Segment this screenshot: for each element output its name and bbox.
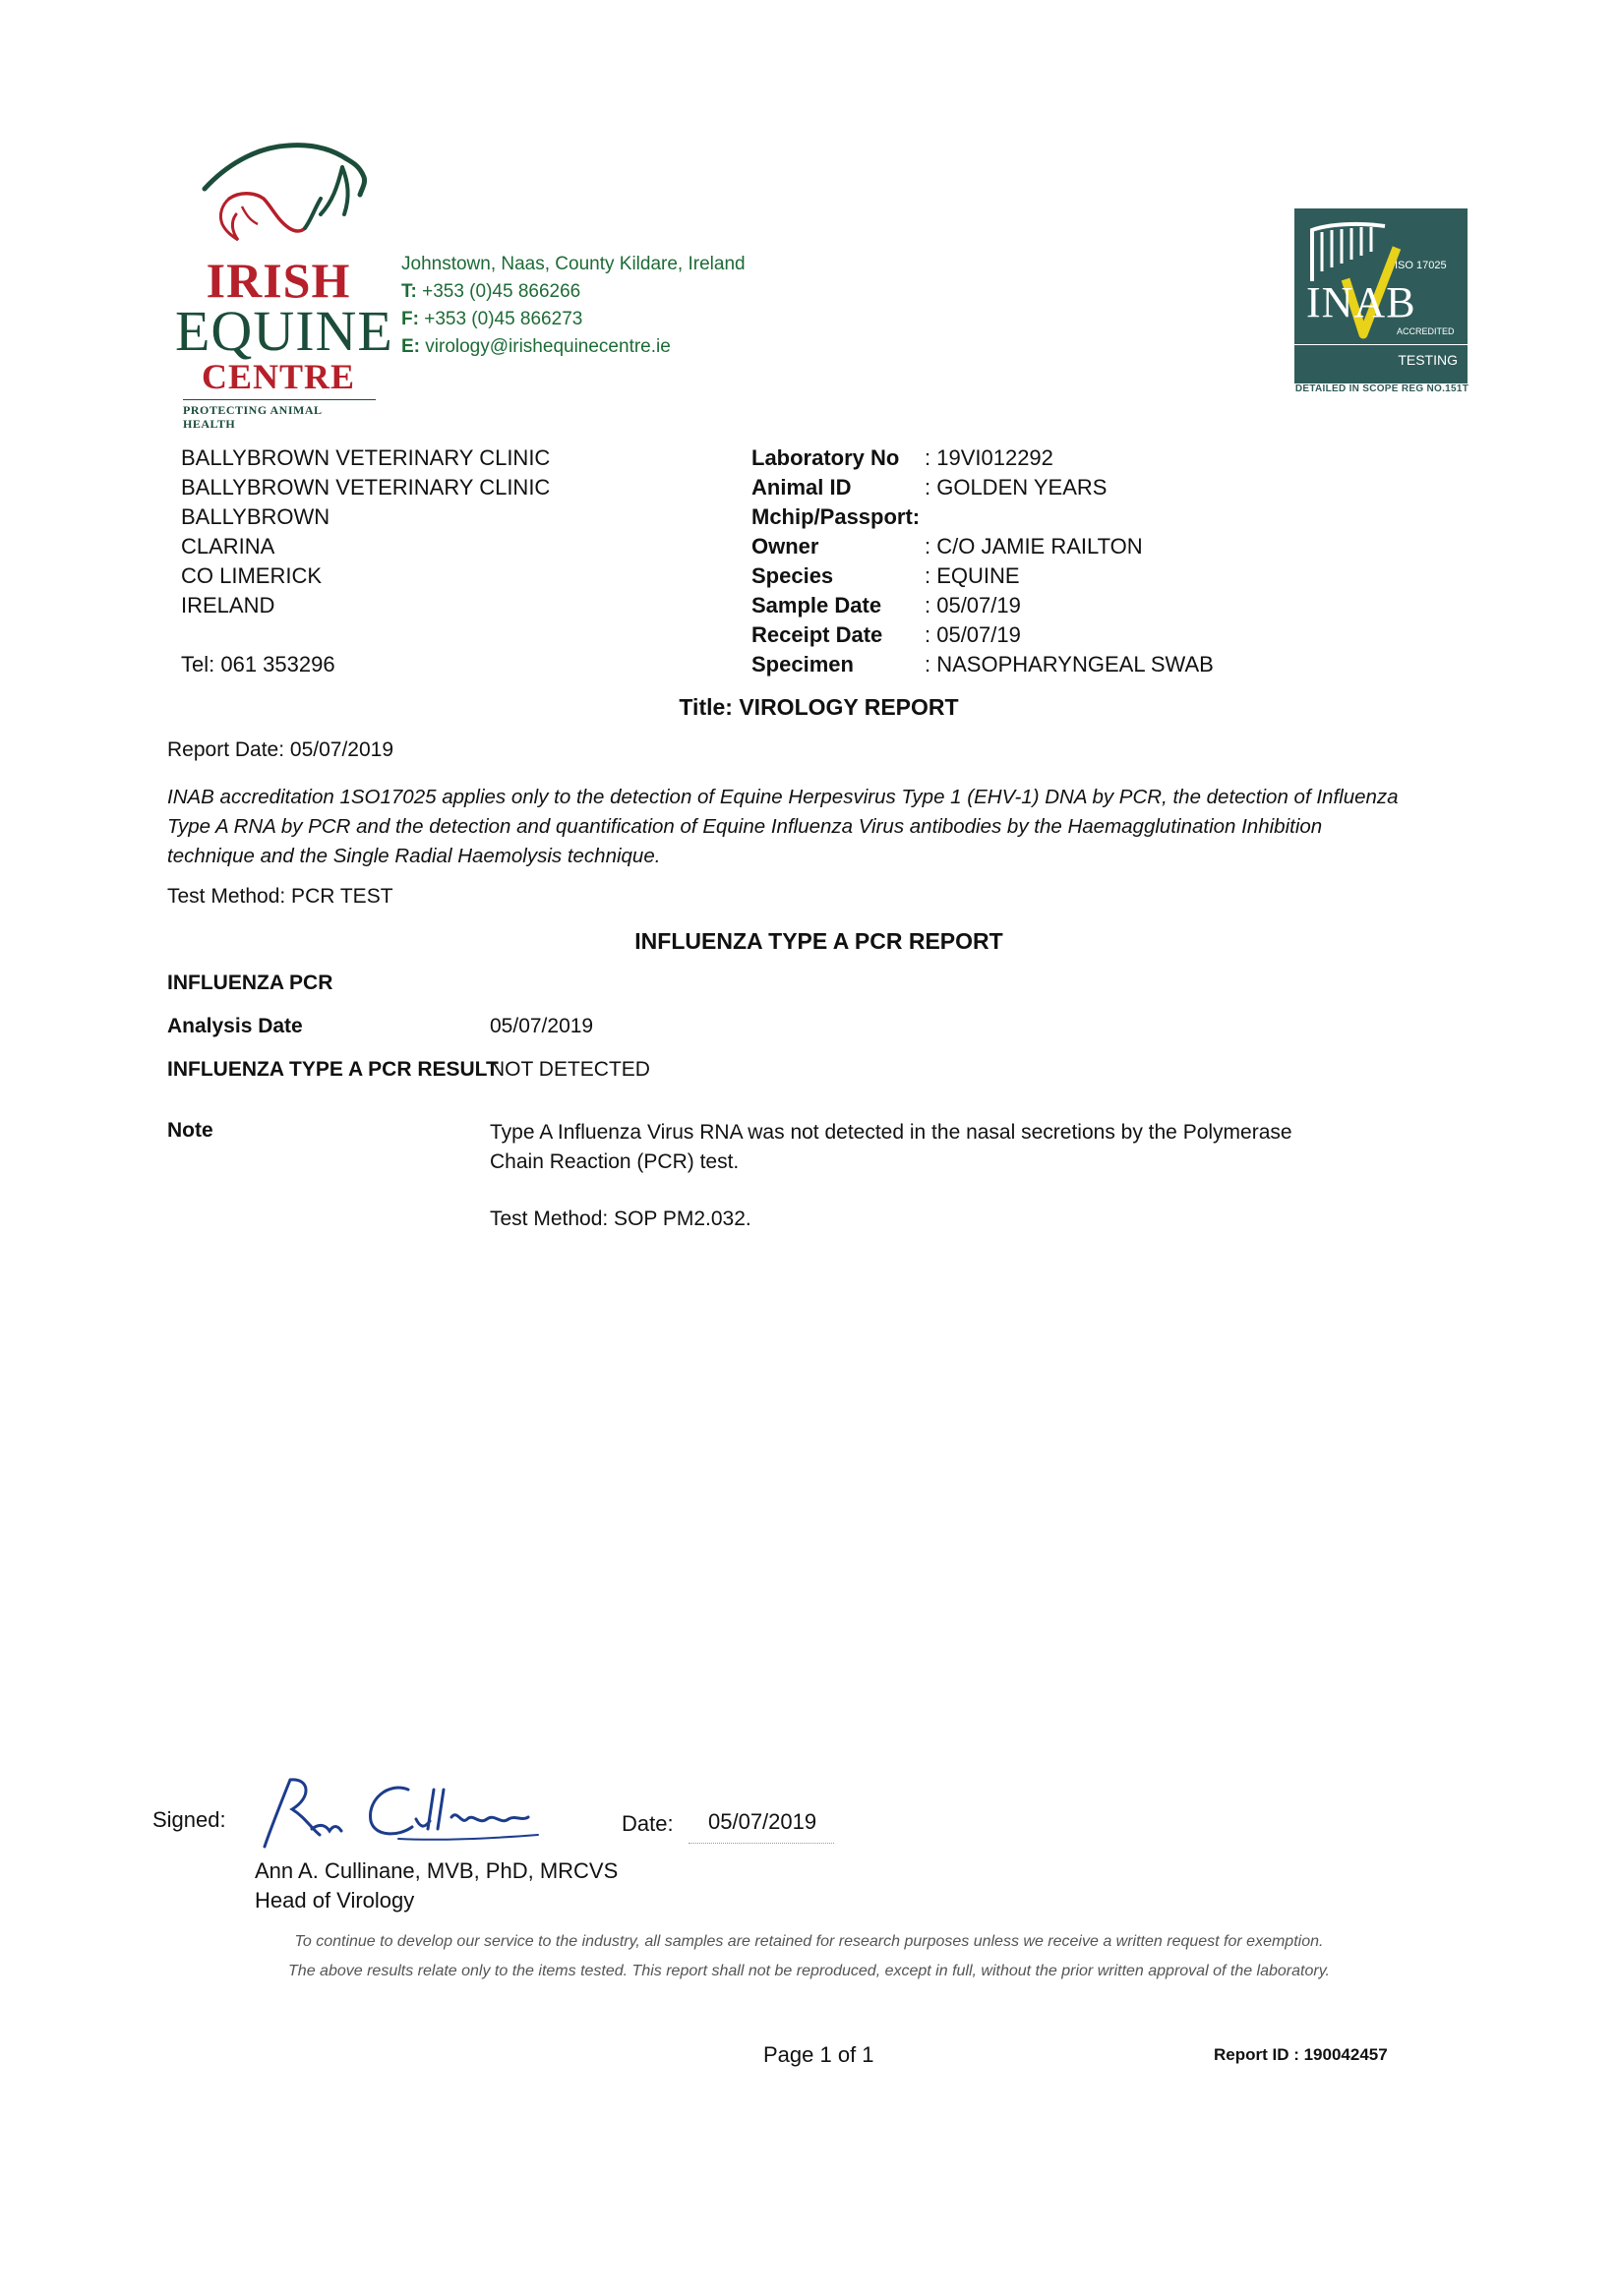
logo-word-equine: EQUINE xyxy=(175,299,393,363)
lab-info-row: Specimen : NASOPHARYNGEAL SWAB xyxy=(751,652,1214,677)
inab-scope: DETAILED IN SCOPE REG NO.151T xyxy=(1294,383,1469,394)
inab-accredited: ACCREDITED xyxy=(1397,326,1455,336)
date-underline xyxy=(689,1843,834,1844)
note-label: Note xyxy=(167,1119,213,1142)
address-line: BALLYBROWN VETERINARY CLINIC xyxy=(181,475,551,500)
logo-word-centre: CENTRE xyxy=(201,357,356,396)
contact-email: E: virology@irishequinecentre.ie xyxy=(401,336,671,357)
contact-block xyxy=(401,251,746,361)
section-subtitle: INFLUENZA PCR xyxy=(167,971,333,994)
note-text: Type A Influenza Virus RNA was not detected in the nasal secretions by the Polymerase Chain Reaction (PCR) test. xyxy=(490,1121,1292,1173)
irish-equine-centre-logo xyxy=(175,138,393,431)
address-line: CLARINA xyxy=(181,534,275,559)
report-title: Title: VIROLOGY REPORT xyxy=(679,694,959,720)
address-line: CO LIMERICK xyxy=(181,563,323,588)
address-line: BALLYBROWN VETERINARY CLINIC xyxy=(181,445,551,470)
signer-title: Head of Virology xyxy=(255,1888,415,1913)
date-label: Date: xyxy=(622,1811,674,1836)
contact-phone: T: +353 (0)45 866266 xyxy=(401,281,581,302)
inab-accreditation-badge xyxy=(1294,208,1468,405)
signature-icon xyxy=(251,1760,546,1854)
result-label: INFLUENZA TYPE A PCR RESULT xyxy=(167,1058,499,1081)
lab-info-row: Species : EQUINE xyxy=(751,563,1020,588)
inab-badge-box xyxy=(1294,208,1468,383)
client-tel: Tel: 061 353296 xyxy=(181,652,335,677)
lab-info-row: Receipt Date : 05/07/19 xyxy=(751,622,1021,647)
analysis-date-value: 05/07/2019 xyxy=(490,1015,594,1037)
contact-fax: F: +353 (0)45 866273 xyxy=(401,309,583,329)
test-method: Test Method: PCR TEST xyxy=(167,885,393,908)
test-method-sop: Test Method: SOP PM2.032. xyxy=(490,1207,751,1230)
disclaimer xyxy=(0,1927,1618,1986)
report-date: Report Date: 05/07/2019 xyxy=(167,738,393,761)
disclaimer-line: The above results relate only to the items tested. This report shall not be reproduced, except in full, without the prior written approval of the laboratory. xyxy=(288,1963,1330,1979)
section-title: INFLUENZA TYPE A PCR REPORT xyxy=(634,928,1003,954)
logo-tagline: PROTECTING ANIMAL HEALTH xyxy=(183,399,376,431)
accreditation-note: INAB accreditation 1SO17025 applies only to the detection of Equine Herpesvirus Type 1 (EHV-1) DNA by PCR, the detection of Influenza Type A RNA by PCR and the detection and quantification of Equine Influenza Virus antibodies by the Haemagglutination Inhibition technique and the Single Radial Haemolysis technique. xyxy=(167,786,1399,867)
date-value: 05/07/2019 xyxy=(708,1809,817,1834)
analysis-date-label: Analysis Date xyxy=(167,1015,303,1037)
page-number: Page 1 of 1 xyxy=(763,2042,874,2067)
lab-info-row: Sample Date : 05/07/19 xyxy=(751,593,1021,618)
result-value: NOT DETECTED xyxy=(490,1058,650,1081)
address-line: BALLYBROWN xyxy=(181,504,330,529)
logo-word-irish: IRISH xyxy=(206,253,351,308)
lab-info-row: Laboratory No : 19VI012292 xyxy=(751,445,1053,470)
inab-name: INAB xyxy=(1306,278,1416,326)
address-line: IRELAND xyxy=(181,593,275,618)
lab-info xyxy=(751,443,1214,679)
horse-logo-icon xyxy=(195,138,372,251)
signer-name: Ann A. Cullinane, MVB, PhD, MRCVS xyxy=(255,1858,619,1883)
signer-block xyxy=(255,1856,618,1915)
inab-testing: TESTING xyxy=(1294,344,1468,374)
lab-info-row: Owner : C/O JAMIE RAILTON xyxy=(751,534,1143,559)
report-id: Report ID : 190042457 xyxy=(1214,2045,1388,2064)
lab-info-row: Animal ID : GOLDEN YEARS xyxy=(751,475,1108,500)
disclaimer-line: To continue to develop our service to the industry, all samples are retained for research purposes unless we receive a written request for exemption. xyxy=(294,1933,1324,1950)
inab-iso: ISO 17025 xyxy=(1395,260,1447,271)
signed-label: Signed: xyxy=(152,1807,226,1832)
lab-info-row: Mchip/Passport: xyxy=(751,504,921,529)
client-address xyxy=(181,443,550,679)
contact-address: Johnstown, Naas, County Kildare, Ireland xyxy=(401,254,746,274)
